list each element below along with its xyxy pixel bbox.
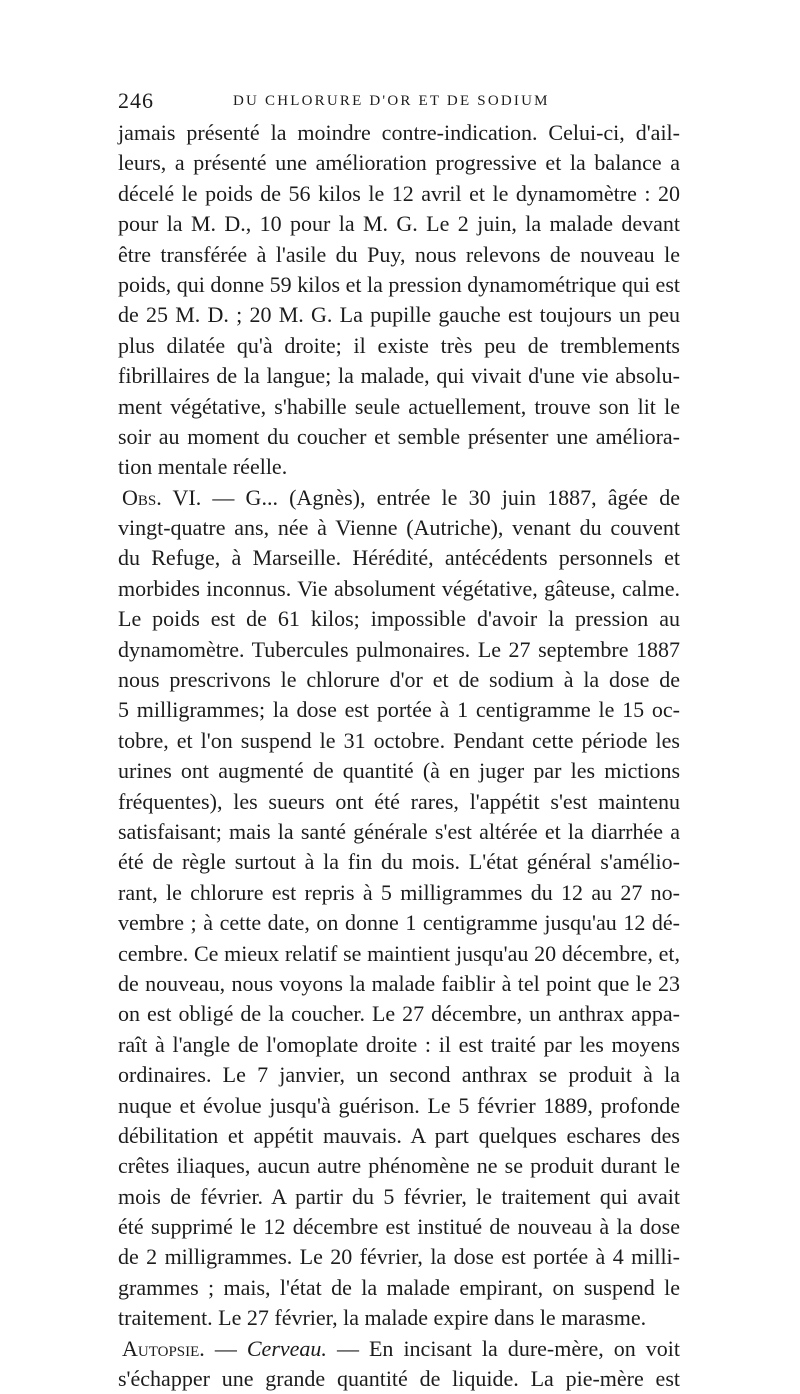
text-line: leurs, a présenté une amélioration progressive et la balance a	[118, 150, 680, 176]
text-line: plus dilatée qu'à droite; il existe très peu de tremblements	[118, 332, 680, 358]
text-line: tobre, et l'on suspend le 31 octobre. Pendant cette période les	[118, 727, 680, 753]
text-line: crêtes iliaques, aucun autre phénomène ne se produit durant le	[118, 1153, 680, 1179]
body-text	[118, 118, 680, 1394]
text-line: été de règle surtout à la fin du mois. L'état général s'amélio-	[118, 849, 680, 875]
text-line: urines ont augmenté de quantité (à en juger par les mictions	[118, 758, 680, 784]
observation-label: Obs.	[122, 484, 162, 510]
text-line: pour la M. D., 10 pour la M. G. Le 2 juin, la malade devant	[118, 211, 680, 237]
observation-heading-text: VI. — G... (Agnès), entrée le 30 juin 1887, âgée de	[161, 484, 680, 510]
text-line: fibrillaires de la langue; la malade, qui vivait d'une vie absolu-	[118, 363, 680, 389]
text-line: dynamomètre. Tubercules pulmonaires. Le 27 septembre 1887	[118, 636, 680, 662]
text-line: poids, qui donne 59 kilos et la pression dynamométrique qui est	[118, 271, 680, 297]
text-line: débilitation et appétit mauvais. A part quelques eschares des	[118, 1122, 680, 1148]
text-line: nous prescrivons le chlorure d'or et de sodium à la dose de	[118, 667, 680, 693]
autopsy-heading-text: — En incisant la dure-mère, on voit	[326, 1335, 681, 1361]
text-line: décelé le poids de 56 kilos le 12 avril et le dynamomètre : 20	[118, 180, 680, 206]
text-line: vembre ; à cette date, on donne 1 centigramme jusqu'au 12 dé-	[118, 910, 680, 936]
text-line: ment végétative, s'habille seule actuellement, trouve son lit le	[118, 393, 680, 419]
autopsy-label: Autopsie.	[122, 1335, 205, 1361]
text-line: ordinaires. Le 7 janvier, un second anthrax se produit à la	[118, 1062, 680, 1088]
text-line: grammes ; mais, l'état de la malade empirant, on suspend le	[118, 1274, 680, 1300]
text-line: 5 milligrammes; la dose est portée à 1 centigramme le 15 oc-	[118, 697, 680, 723]
text-line: été supprimé le 12 décembre est institué de nouveau à la dose	[118, 1214, 680, 1240]
text-line: jamais présenté la moindre contre-indication. Celui-ci, d'ail-	[118, 120, 680, 145]
text-line: soir au moment du coucher et semble présenter une améliora-	[118, 423, 680, 449]
text-line: vingt-quatre ans, née à Vienne (Autriche), venant du couvent	[118, 515, 680, 541]
autopsy-heading-line	[118, 1334, 680, 1364]
text-line: mois de février. A partir du 5 février, le traitement qui avait	[118, 1183, 680, 1209]
text-line: de 2 milligrammes. Le 20 février, la dose est portée à 4 milli-	[118, 1244, 680, 1270]
text-line: fréquentes), les sueurs ont été rares, l'appétit s'est maintenu	[118, 788, 680, 814]
text-line: du Refuge, à Marseille. Hérédité, antécédents personnels et	[118, 545, 680, 571]
text-line: de nouveau, nous voyons la malade faiblir à tel point que le 23	[118, 970, 680, 996]
observation-heading-line	[118, 483, 680, 513]
text-line: nuque et évolue jusqu'à guérison. Le 5 février 1889, profonde	[118, 1092, 680, 1118]
text-line: morbides inconnus. Vie absolument végétative, gâteuse, calme.	[118, 575, 680, 601]
page-header	[118, 88, 678, 114]
text-line: rant, le chlorure est repris à 5 milligrammes du 12 au 27 no-	[118, 879, 680, 905]
text-line: traitement. Le 27 février, la malade expire dans le marasme.	[118, 1305, 647, 1331]
autopsy-organ: Cerveau.	[246, 1335, 327, 1361]
text-line: Le poids est de 61 kilos; impossible d'avoir la pression au	[118, 606, 680, 632]
text-line: tion mentale réelle.	[118, 454, 288, 480]
text-line: de 25 M. D. ; 20 M. G. La pupille gauche est toujours un peu	[118, 302, 680, 328]
running-head: DU CHLORURE D'OR ET DE SODIUM	[233, 93, 550, 109]
text-line: cembre. Ce mieux relatif se maintient jusqu'au 20 décembre, et,	[118, 940, 680, 966]
text-line: s'échapper une grande quantité de liquide. La pie-mère est	[118, 1366, 680, 1392]
text-line: on est obligé de la coucher. Le 27 décembre, un anthrax appa-	[118, 1001, 680, 1027]
autopsy-dash: —	[204, 1335, 247, 1361]
text-line: satisfaisant; mais la santé générale s'est altérée et la diarrhée a	[118, 818, 680, 844]
page-number: 246	[118, 88, 154, 113]
text-line: raît à l'angle de l'omoplate droite : il est traité par les moyens	[118, 1031, 680, 1057]
text-line: être transférée à l'asile du Puy, nous relevons de nouveau le	[118, 241, 680, 267]
